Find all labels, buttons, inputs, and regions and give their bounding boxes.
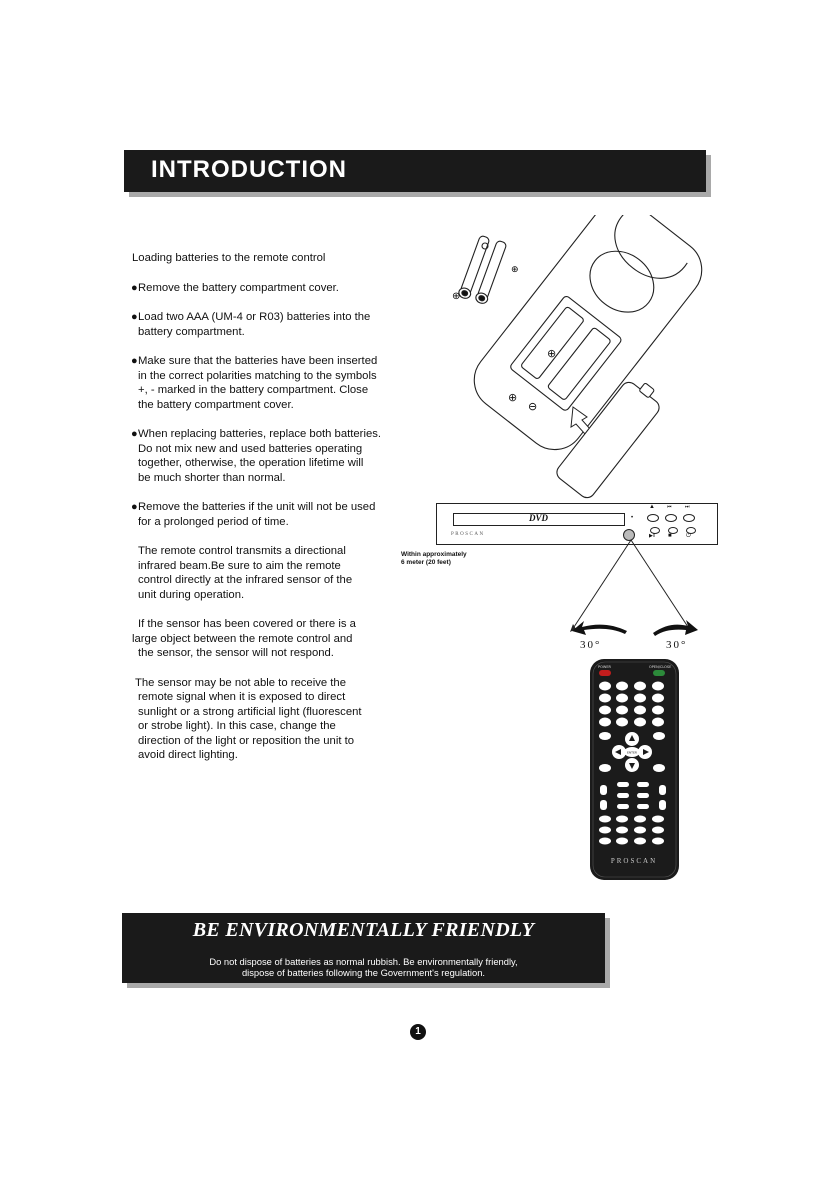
paragraph-line: direction of the light or reposition the unit to [138, 734, 355, 747]
stop-icon: ■ [668, 533, 672, 539]
step-line: Do not mix new and used batteries operating [138, 442, 363, 455]
environment-title: BE ENVIRONMENTALLY FRIENDLY [192, 919, 535, 941]
page-number: 1 [410, 1024, 426, 1040]
battery-step [132, 281, 402, 296]
battery-loading-illustration [440, 215, 710, 500]
remote-power-label: POWER [598, 665, 611, 669]
environment-line: Do not dispose of batteries as normal rubbish. Be environmentally friendly, [209, 956, 518, 967]
step-line: for a prolonged period of time. [138, 515, 289, 528]
paragraph-line: The remote control transmits a directional [138, 545, 346, 557]
remote-control-illustration [585, 659, 685, 880]
paragraph-line: or strobe light). In this case, change the [138, 720, 336, 732]
plus-mark: ⊕ [508, 391, 518, 404]
paragraph-line: control directly at the infrared sensor of the [138, 574, 353, 586]
paragraph-line: the sensor, the sensor will not respond. [138, 647, 334, 659]
battery-step [132, 427, 402, 485]
paragraph-line: sunlight or a strong artificial light (fluorescent [138, 705, 362, 718]
step-line: Remove the batteries if the unit will not be used [138, 501, 376, 513]
paragraph-line: avoid direct lighting. [138, 749, 238, 761]
angle-arrow-icon [653, 620, 698, 636]
environment-notice [122, 913, 605, 983]
player-brand: PROSCAN [451, 532, 485, 537]
step-line: Remove the battery compartment cover. [138, 281, 339, 294]
remote-enter-label: ENTER [627, 750, 637, 755]
paragraph-line: large object between the remote control and [132, 632, 353, 645]
bullet-icon: ● [131, 355, 138, 367]
remote-top-curve [601, 215, 687, 293]
plus-mark: ⊕ [452, 291, 461, 302]
paragraph-line: The sensor may be not able to receive the [135, 676, 346, 689]
step-line: Make sure that the batteries have been inserted [138, 355, 378, 367]
range-label [401, 551, 491, 567]
battery-step [132, 354, 402, 412]
battery-heading: Loading batteries to the remote control [132, 252, 326, 264]
remote-paragraph [132, 617, 402, 661]
plus-mark: ⊕ [511, 265, 519, 275]
next-icon: ⏭ [685, 504, 690, 510]
step-line: battery compartment. [138, 325, 245, 338]
previous-icon: ⏮ [667, 504, 672, 510]
step-line: the battery compartment cover. [138, 398, 294, 411]
angle-right-label: 30° [666, 639, 688, 651]
remote-open-label: OPEN/CLOSE [649, 665, 672, 669]
remote-power-button [599, 670, 611, 676]
step-line: together, otherwise, the operation lifetime will [138, 457, 364, 469]
step-line: in the correct polarities matching to the symbols [138, 369, 377, 382]
dvd-logo: DVD [529, 513, 549, 523]
range-label-line: Within approximately [401, 551, 467, 558]
paragraph-line: remote signal when it is exposed to direct [138, 691, 346, 703]
bullet-icon: ● [131, 428, 138, 440]
battery-step [132, 500, 402, 529]
instructions-column [132, 251, 402, 763]
paragraph-line: unit during operation. [138, 588, 245, 601]
remote-paragraph [132, 544, 402, 602]
player-button [665, 514, 677, 522]
section-banner [124, 150, 706, 192]
environment-line: dispose of batteries following the Government's regulation. [241, 967, 486, 978]
remote-paragraph [132, 676, 402, 763]
plus-mark: ⊕ [547, 347, 557, 360]
play-pause-icon: ▶‖ [649, 533, 655, 539]
remote-brand: PROSCAN [610, 857, 658, 865]
paragraph-line: If the sensor has been covered or there is a [138, 618, 356, 630]
bullet-icon: ● [131, 501, 138, 513]
step-line: be much shorter than normal. [138, 471, 286, 484]
step-line: +, - marked in the battery compartment. Close [138, 384, 369, 396]
paragraph-line: infrared beam.Be sure to aim the remote [138, 559, 341, 572]
remote-open-button [653, 670, 665, 676]
angle-left-label: 30° [580, 639, 602, 651]
player-button [647, 514, 659, 522]
page-title: INTRODUCTION [151, 156, 347, 183]
bullet-icon: ● [131, 281, 138, 294]
power-icon: ⏻ [686, 533, 691, 539]
reception-angle-diagram [560, 535, 710, 645]
angle-arrow-icon [572, 621, 627, 635]
bullet-icon: ● [131, 311, 138, 323]
battery-step [132, 310, 402, 339]
eject-icon: ▲ [649, 504, 655, 510]
player-button [683, 514, 695, 522]
minus-mark: ⊖ [528, 400, 538, 413]
step-line: Load two AAA (UM-4 or R03) batteries into the [138, 311, 371, 323]
step-line: When replacing batteries, replace both batteries. [138, 428, 382, 440]
environment-body [122, 956, 605, 978]
standby-icon: • [631, 515, 634, 521]
range-label-line: 6 meter (20 feet) [401, 559, 451, 566]
battery-compartment [509, 295, 622, 412]
